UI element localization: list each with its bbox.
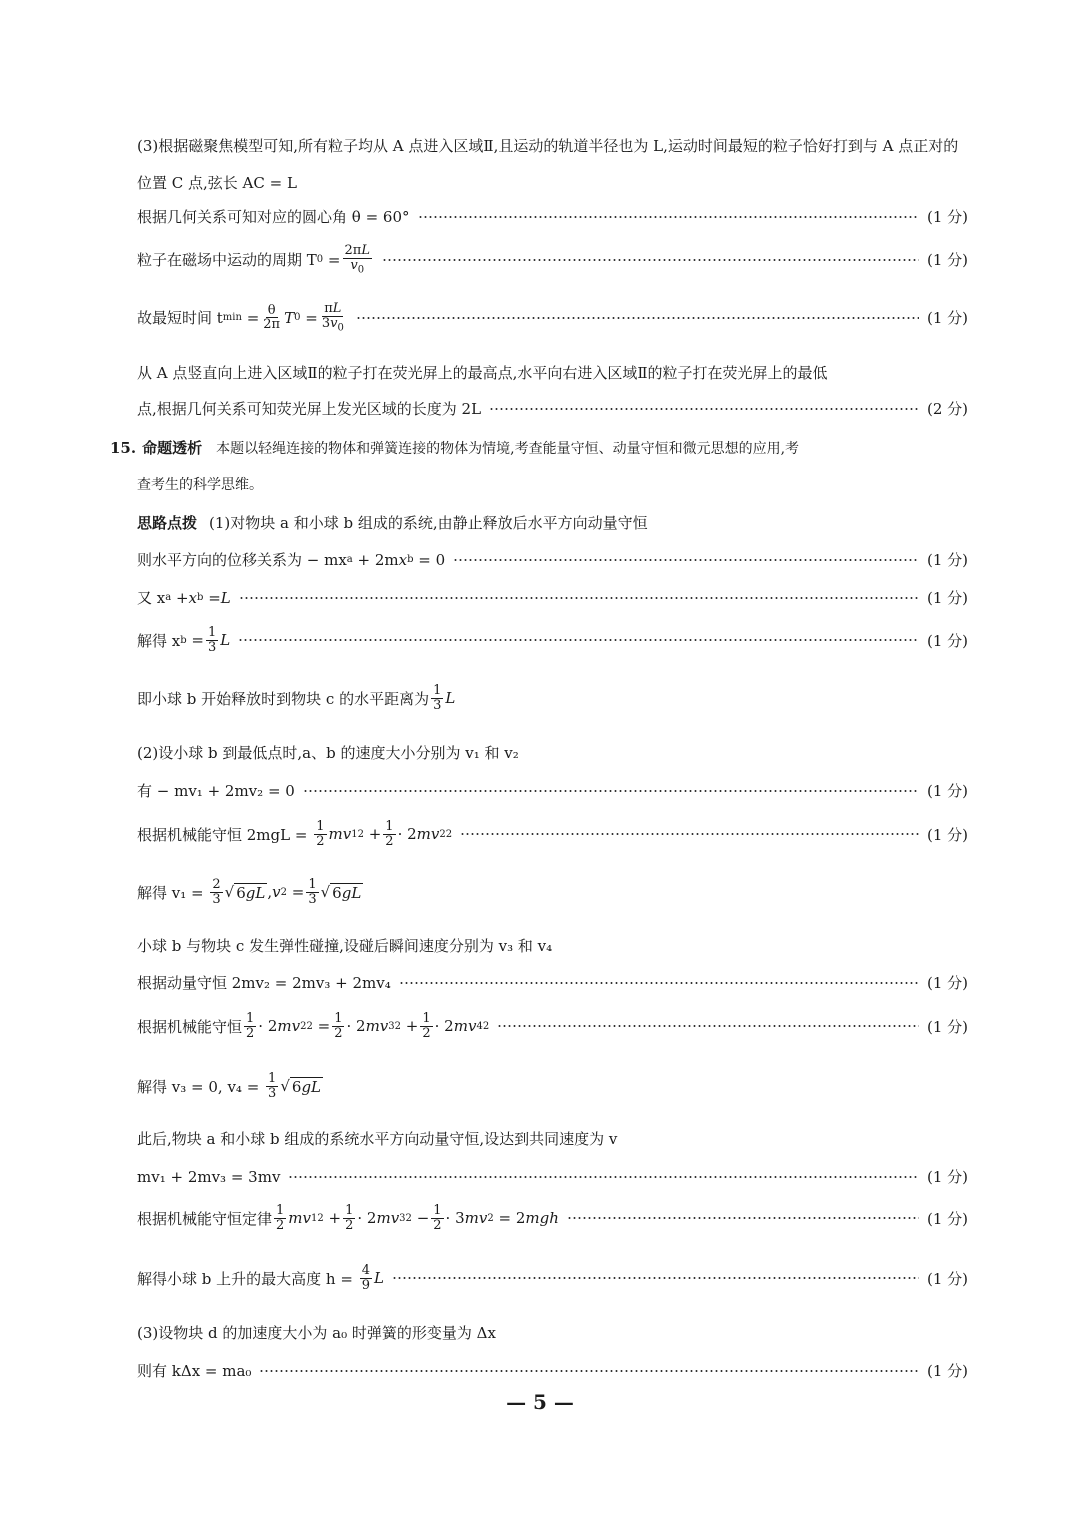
sqrt-expression: √ 6gL [320, 883, 362, 902]
fraction: $\frac{1}{2}$ [334, 1011, 343, 1041]
score-label: (1 分) [926, 1017, 968, 1036]
fraction: $\frac{1}{3}$ [268, 1071, 277, 1101]
fraction: $\frac{1}{2}$ [316, 819, 325, 849]
leader-dots [303, 790, 919, 792]
step-text: mv₁ + 2mv₃ = 3mv [137, 1167, 281, 1186]
step-row [137, 684, 968, 712]
step-row [137, 1204, 968, 1232]
fraction: $\frac{1}{3}$ [308, 877, 317, 907]
step-row [137, 1072, 968, 1100]
step-formula: 则水平方向的位移关系为 − mx a + 2m x b = 0 [137, 550, 446, 569]
leader-dots [418, 216, 919, 218]
step-formula: 即小球 b 开始释放时到物块 c 的水平距离为 $\frac{1}{3}$ L [137, 683, 456, 713]
score-label: (1 分) [926, 309, 968, 328]
fraction: $\frac{2\pi L}{v_0}$ [344, 243, 370, 276]
step-row [137, 780, 968, 801]
score-label: (1 分) [926, 208, 968, 226]
leader-dots [259, 1370, 919, 1372]
step-text: (1)对物块 a 和小球 b 组成的系统,由静止释放后水平方向动量守恒 [209, 514, 648, 532]
leader-dots [489, 408, 919, 410]
step-text: 小球 b 与物块 c 发生弹性碰撞,设碰后瞬间速度分别为 v₃ 和 v₄ [137, 937, 553, 955]
step-formula: 根据机械能守恒 2mgL = $\frac{1}{2}$ mv 1 2 + $\frac{1}{2}$ · 2 mv 2 2 [137, 819, 453, 849]
step-row [137, 512, 968, 533]
fraction: $\frac{1}{3}$ [207, 625, 217, 655]
step-row [137, 935, 968, 956]
score-label: (1 分) [926, 589, 968, 607]
step-formula: 解得 x b = $\frac{1}{3}$ L [137, 625, 231, 655]
step-formula: 解得 v₃ = 0, v₄ = $\frac{1}{3}$ √ 6gL [137, 1071, 322, 1101]
step-row [137, 1166, 968, 1187]
score-label: (1 分) [926, 1168, 968, 1186]
step-formula: 又 x a + x b = L [137, 588, 231, 607]
score-label: (1 分) [926, 631, 968, 650]
step-formula: 粒子在磁场中运动的周期 T 0 = $\frac{2\pi L}{v_0}$ [137, 243, 370, 276]
leader-dots [460, 833, 919, 835]
question-15-header [110, 437, 968, 458]
question-number: 15. [110, 438, 137, 457]
section-label: 命题透析 [142, 439, 203, 457]
step-row [137, 549, 968, 570]
step-row [137, 626, 968, 654]
step-text: 从 A 点竖直向上进入区域Ⅱ的粒子打在荧光屏上的最高点,水平向右进入区域Ⅱ的粒子打在荧光屏上的最低 [137, 364, 828, 382]
leader-dots [239, 597, 919, 599]
section-label: 思路点拨 [137, 514, 198, 532]
score-label: (1 分) [926, 1362, 968, 1380]
leader-dots [382, 259, 919, 261]
score-label: (1 分) [926, 825, 968, 844]
fraction: $\frac{1}{2}$ [276, 1203, 285, 1233]
fraction: $\frac{1}{2}$ [385, 819, 394, 849]
fraction: $\frac{1}{2}$ [422, 1011, 431, 1041]
leader-dots [356, 317, 919, 319]
step-row [137, 742, 968, 763]
score-label: (1 分) [926, 1269, 968, 1288]
step-row [137, 972, 968, 993]
intro-text: 查考生的科学思维。 [137, 477, 263, 493]
leader-dots [238, 639, 919, 641]
step-row [137, 1360, 968, 1381]
step-formula: 解得 v₁ = $\frac{2}{3}$ √ 6gL , v 2 = $\frac{1}{3}$ √ 6gL [137, 877, 362, 907]
score-label: (2 分) [926, 400, 968, 418]
part3-intro-text: (3)根据磁聚焦模型可知,所有粒子均从 A 点进入区域Ⅱ,且运动的轨道半径也为 L,运动时间最短的粒子恰好打到与 A 点正对的位置 C 点,弦长 AC = L [137, 137, 959, 192]
page-number: — 5 — [506, 1390, 574, 1414]
step-row [137, 206, 968, 227]
score-label: (1 分) [926, 551, 968, 569]
step-formula: 根据机械能守恒定律 $\frac{1}{2}$ mv 1 2 + $\frac{1}{2}$ · 2 mv 3 2 − $\frac{1}{2}$ · 3 mv 2 = 2 mgh [137, 1203, 559, 1233]
intro-text: 本题以轻绳连接的物体和弹簧连接的物体为情境,考查能量守恒、动量守恒和微元思想的应用,考 [216, 440, 800, 457]
step-text: 有 − mv₁ + 2mv₂ = 0 [137, 782, 295, 800]
sqrt-expression: √ 6gL [224, 883, 266, 902]
step-formula: 根据机械能守恒 $\frac{1}{2}$ · 2 mv 2 2 = $\frac{1}{2}$ · 2 mv 3 2 + $\frac{1}{2}$ · 2 mv 4 2 [137, 1011, 490, 1041]
leader-dots [497, 1025, 919, 1027]
leader-dots [288, 1176, 919, 1178]
step-row [137, 820, 968, 848]
fraction: $\frac{1}{2}$ [433, 1203, 442, 1233]
leader-dots [392, 1277, 919, 1279]
step-text: 此后,物块 a 和小球 b 组成的系统水平方向动量守恒,设达到共同速度为 v [137, 1130, 618, 1148]
score-label: (1 分) [926, 782, 968, 800]
step-text: 则有 kΔx = ma₀ [137, 1362, 252, 1380]
step-row [137, 1012, 968, 1040]
step-text: 点,根据几何关系可知荧光屏上发光区域的长度为 2L [137, 400, 482, 418]
step-formula: 故最短时间 t min = $\frac{\theta}{2\pi}$ T 0 = $\frac{\pi L}{3v_0}$ [137, 301, 344, 334]
score-label: (1 分) [926, 1209, 968, 1228]
leader-dots [453, 559, 919, 561]
fraction: $\frac{\theta}{2\pi}$ [263, 302, 281, 333]
step-row [137, 1264, 968, 1292]
fraction: $\frac{1}{2}$ [246, 1011, 255, 1041]
score-label: (1 分) [926, 974, 968, 992]
step-formula: 解得小球 b 上升的最大高度 h = $\frac{4}{9}$ L [137, 1263, 384, 1293]
step-text: 根据动量守恒 2mv₂ = 2mv₃ + 2mv₄ [137, 974, 391, 992]
fraction: $\frac{\pi L}{3v_0}$ [321, 301, 344, 334]
leader-dots [399, 982, 919, 984]
sqrt-expression: √ 6gL [280, 1077, 322, 1096]
step-row [137, 302, 968, 334]
score-label: (1 分) [926, 251, 968, 270]
leader-dots [567, 1217, 919, 1219]
fraction: $\frac{4}{9}$ [361, 1263, 370, 1293]
fraction: $\frac{1}{2}$ [345, 1203, 354, 1233]
step-text: 根据几何关系可知对应的圆心角 θ = 60° [137, 208, 410, 226]
step-row [137, 1322, 968, 1343]
step-text: (2)设小球 b 到最低点时,a、b 的速度大小分别为 v₁ 和 v₂ [137, 744, 519, 762]
step-row [137, 474, 968, 494]
step-row [137, 398, 968, 419]
step-row [137, 244, 968, 276]
fraction: $\frac{2}{3}$ [212, 877, 221, 907]
step-text: (3)设物块 d 的加速度大小为 a₀ 时弹簧的形变量为 Δx [137, 1324, 496, 1342]
paragraph-part3-intro [137, 128, 968, 202]
fraction: $\frac{1}{3}$ [433, 683, 442, 713]
step-row [137, 587, 968, 608]
step-row [137, 878, 968, 906]
step-row [137, 362, 968, 383]
step-row [137, 1128, 968, 1149]
